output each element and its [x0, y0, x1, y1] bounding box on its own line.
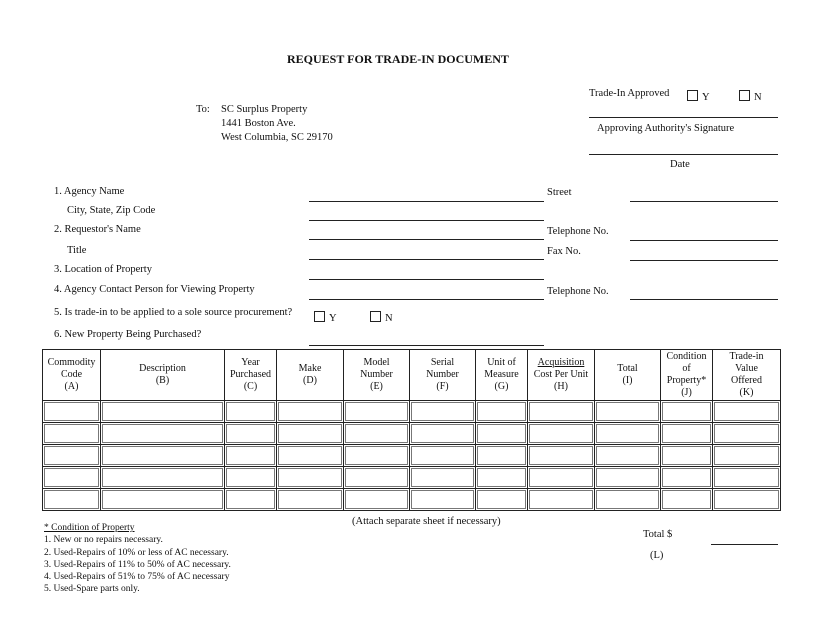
cell-entry-box[interactable]	[278, 446, 342, 465]
table-cell[interactable]	[528, 489, 595, 511]
table-cell[interactable]	[225, 467, 277, 489]
cell-entry-box[interactable]	[226, 402, 275, 421]
header-trade-in-value: Trade-in Value Offered (K)	[713, 350, 781, 401]
table-cell[interactable]	[43, 467, 101, 489]
city-state-zip-label: City, State, Zip Code	[67, 205, 156, 216]
table-cell[interactable]	[344, 445, 410, 467]
trade-in-approved-label: Trade-In Approved	[589, 88, 670, 99]
table-cell[interactable]	[595, 423, 661, 445]
cell-entry-box[interactable]	[278, 468, 342, 487]
table-cell[interactable]	[410, 401, 476, 423]
table-cell[interactable]	[528, 467, 595, 489]
approved-yes-label: Y	[702, 92, 710, 103]
cell-entry-box[interactable]	[411, 402, 474, 421]
table-header-row	[43, 350, 781, 401]
header-unit-of-measure: Unit of Measure (G)	[476, 350, 528, 401]
table-row	[43, 467, 781, 489]
table-row	[43, 423, 781, 445]
table-cell[interactable]	[225, 489, 277, 511]
table-cell[interactable]	[476, 445, 528, 467]
table-cell[interactable]	[277, 423, 344, 445]
cell-entry-box[interactable]	[345, 424, 408, 443]
table-cell[interactable]	[344, 489, 410, 511]
table-cell[interactable]	[225, 423, 277, 445]
address-line-3: West Columbia, SC 29170	[221, 132, 333, 143]
table-cell[interactable]	[43, 401, 101, 423]
table-cell[interactable]	[277, 401, 344, 423]
cell-entry-box[interactable]	[102, 468, 223, 487]
table-cell[interactable]	[43, 445, 101, 467]
sole-source-no-option[interactable]	[370, 311, 393, 324]
table-cell[interactable]	[476, 423, 528, 445]
address-line-2: 1441 Boston Ave.	[221, 118, 296, 129]
table-cell[interactable]	[595, 445, 661, 467]
table-cell[interactable]	[476, 401, 528, 423]
table-cell[interactable]	[277, 489, 344, 511]
new-property-input[interactable]	[309, 345, 544, 346]
cell-entry-box[interactable]	[662, 424, 711, 443]
form-title: REQUEST FOR TRADE-IN DOCUMENT	[287, 52, 509, 66]
contact-label: 4. Agency Contact Person for Viewing Property	[54, 284, 255, 295]
title-label: Title	[67, 245, 87, 256]
table-cell[interactable]	[344, 423, 410, 445]
telephone-label: Telephone No.	[547, 226, 609, 237]
new-property-label: 6. New Property Being Purchased?	[54, 329, 202, 340]
cell-entry-box[interactable]	[477, 446, 526, 465]
table-cell[interactable]	[713, 489, 781, 511]
cell-entry-box[interactable]	[477, 402, 526, 421]
to-label: To:	[196, 104, 210, 115]
header-condition: Condition of Property* (J)	[661, 350, 713, 401]
agency-name-label: 1. Agency Name	[54, 186, 125, 197]
table-row	[43, 489, 781, 511]
cell-entry-box[interactable]	[714, 402, 779, 421]
approved-yes-option[interactable]	[687, 90, 710, 103]
table-cell[interactable]	[410, 423, 476, 445]
cell-entry-box[interactable]	[278, 424, 342, 443]
signature-label: Approving Authority's Signature	[597, 123, 735, 134]
table-cell[interactable]	[344, 467, 410, 489]
header-model-number: Model Number (E)	[344, 350, 410, 401]
date-label: Date	[670, 159, 690, 170]
table-cell[interactable]	[225, 401, 277, 423]
attach-note: (Attach separate sheet if necessary)	[352, 516, 501, 527]
cell-entry-box[interactable]	[411, 490, 474, 509]
requestor-name-input[interactable]	[309, 239, 544, 240]
header-acquisition-cost: Acquisition Cost Per Unit (H)	[528, 350, 595, 401]
condition-item-2: 2. Used-Repairs of 10% or less of AC necessary.	[44, 547, 229, 558]
table-cell[interactable]	[101, 445, 225, 467]
table-cell[interactable]	[661, 401, 713, 423]
cell-entry-box[interactable]	[529, 402, 593, 421]
header-year-purchased: Year Purchased (C)	[225, 350, 277, 401]
sole-source-label: 5. Is trade-in to be applied to a sole source procurement?	[54, 307, 293, 318]
cell-entry-box[interactable]	[714, 424, 779, 443]
cell-entry-box[interactable]	[477, 490, 526, 509]
cell-entry-box[interactable]	[529, 424, 593, 443]
table-cell[interactable]	[595, 489, 661, 511]
table-cell[interactable]	[476, 489, 528, 511]
cell-entry-box[interactable]	[44, 468, 99, 487]
table-cell[interactable]	[713, 401, 781, 423]
contact-telephone-input[interactable]	[630, 299, 778, 300]
cell-entry-box[interactable]	[102, 402, 223, 421]
approved-no-label: N	[754, 92, 762, 103]
table-cell[interactable]	[410, 467, 476, 489]
cell-entry-box[interactable]	[345, 468, 408, 487]
condition-item-4: 4. Used-Repairs of 51% to 75% of AC necessary	[44, 572, 230, 583]
approved-no-option[interactable]	[739, 90, 762, 103]
table-cell[interactable]	[528, 401, 595, 423]
cell-entry-box[interactable]	[44, 446, 99, 465]
fax-label: Fax No.	[547, 246, 581, 257]
cell-entry-box[interactable]	[662, 446, 711, 465]
sole-source-yes-label: Y	[329, 313, 337, 324]
table-cell[interactable]	[43, 489, 101, 511]
agency-name-input[interactable]	[309, 201, 544, 202]
condition-heading: * Condition of Property	[44, 523, 135, 533]
cell-entry-box[interactable]	[662, 402, 711, 421]
table-cell[interactable]	[661, 489, 713, 511]
cell-entry-box[interactable]	[714, 446, 779, 465]
cell-entry-box[interactable]	[345, 490, 408, 509]
sole-source-yes-checkbox[interactable]	[314, 311, 325, 322]
cell-entry-box[interactable]	[529, 468, 593, 487]
cell-entry-box[interactable]	[102, 424, 223, 443]
requestor-name-label: 2. Requestor's Name	[54, 224, 141, 235]
cell-entry-box[interactable]	[714, 468, 779, 487]
title-input[interactable]	[309, 259, 544, 260]
city-state-zip-input[interactable]	[309, 220, 544, 221]
header-description: Description (B)	[101, 350, 225, 401]
table-row	[43, 401, 781, 423]
location-input[interactable]	[309, 279, 544, 280]
table-cell[interactable]	[277, 445, 344, 467]
table-cell[interactable]	[661, 423, 713, 445]
cell-entry-box[interactable]	[477, 468, 526, 487]
condition-notes	[44, 522, 231, 596]
cell-entry-box[interactable]	[345, 402, 408, 421]
fax-input[interactable]	[630, 260, 778, 261]
cell-entry-box[interactable]	[596, 446, 659, 465]
sole-source-no-label: N	[385, 313, 393, 324]
cell-entry-box[interactable]	[44, 490, 99, 509]
cell-entry-box[interactable]	[44, 424, 99, 443]
table-cell[interactable]	[225, 445, 277, 467]
table-cell[interactable]	[410, 445, 476, 467]
cell-entry-box[interactable]	[596, 402, 659, 421]
address-line-1: SC Surplus Property	[221, 104, 308, 115]
cell-entry-box[interactable]	[411, 468, 474, 487]
cell-entry-box[interactable]	[596, 424, 659, 443]
total-input[interactable]	[711, 544, 778, 545]
table-cell[interactable]	[528, 423, 595, 445]
cell-entry-box[interactable]	[529, 446, 593, 465]
street-input[interactable]	[630, 201, 778, 202]
cell-entry-box[interactable]	[278, 402, 342, 421]
sole-source-yes-option[interactable]	[314, 311, 337, 324]
table-cell[interactable]	[595, 467, 661, 489]
cell-entry-box[interactable]	[102, 490, 223, 509]
condition-item-5: 5. Used-Spare parts only.	[44, 584, 140, 595]
cell-entry-box[interactable]	[226, 446, 275, 465]
date-line[interactable]	[589, 154, 778, 155]
header-serial-number: Serial Number (F)	[410, 350, 476, 401]
cell-entry-box[interactable]	[44, 402, 99, 421]
sole-source-no-checkbox[interactable]	[370, 311, 381, 322]
condition-item-1: 1. New or no repairs necessary.	[44, 535, 163, 546]
table-cell[interactable]	[101, 467, 225, 489]
cell-entry-box[interactable]	[226, 468, 275, 487]
signature-line[interactable]	[589, 117, 778, 118]
header-make: Make (D)	[277, 350, 344, 401]
table-cell[interactable]	[277, 467, 344, 489]
cell-entry-box[interactable]	[714, 490, 779, 509]
table-cell[interactable]	[595, 401, 661, 423]
approved-no-checkbox[interactable]	[739, 90, 750, 101]
cell-entry-box[interactable]	[411, 446, 474, 465]
location-label: 3. Location of Property	[54, 264, 152, 275]
cell-entry-box[interactable]	[662, 490, 711, 509]
table-cell[interactable]	[713, 445, 781, 467]
table-row	[43, 445, 781, 467]
property-items-table	[42, 349, 781, 511]
table-cell[interactable]	[344, 401, 410, 423]
header-total: Total (I)	[595, 350, 661, 401]
cell-entry-box[interactable]	[596, 468, 659, 487]
table-cell[interactable]	[476, 467, 528, 489]
table-cell[interactable]	[713, 423, 781, 445]
table-cell[interactable]	[661, 445, 713, 467]
table-cell[interactable]	[410, 489, 476, 511]
total-code: (L)	[650, 550, 664, 561]
table-cell[interactable]	[101, 401, 225, 423]
cell-entry-box[interactable]	[102, 446, 223, 465]
table-cell[interactable]	[713, 467, 781, 489]
approved-yes-checkbox[interactable]	[687, 90, 698, 101]
total-label: Total $	[643, 529, 673, 540]
cell-entry-box[interactable]	[662, 468, 711, 487]
cell-entry-box[interactable]	[596, 490, 659, 509]
cell-entry-box[interactable]	[529, 490, 593, 509]
cell-entry-box[interactable]	[278, 490, 342, 509]
cell-entry-box[interactable]	[477, 424, 526, 443]
header-commodity-code: Commodity Code (A)	[43, 350, 101, 401]
street-label: Street	[547, 187, 572, 198]
table-cell[interactable]	[528, 445, 595, 467]
table-cell[interactable]	[661, 467, 713, 489]
cell-entry-box[interactable]	[345, 446, 408, 465]
contact-input[interactable]	[309, 299, 544, 300]
condition-item-3: 3. Used-Repairs of 11% to 50% of AC necessary.	[44, 559, 231, 570]
telephone-input[interactable]	[630, 240, 778, 241]
table-cell[interactable]	[101, 423, 225, 445]
table-cell[interactable]	[101, 489, 225, 511]
cell-entry-box[interactable]	[411, 424, 474, 443]
cell-entry-box[interactable]	[226, 424, 275, 443]
table-cell[interactable]	[43, 423, 101, 445]
contact-telephone-label: Telephone No.	[547, 286, 609, 297]
cell-entry-box[interactable]	[226, 490, 275, 509]
